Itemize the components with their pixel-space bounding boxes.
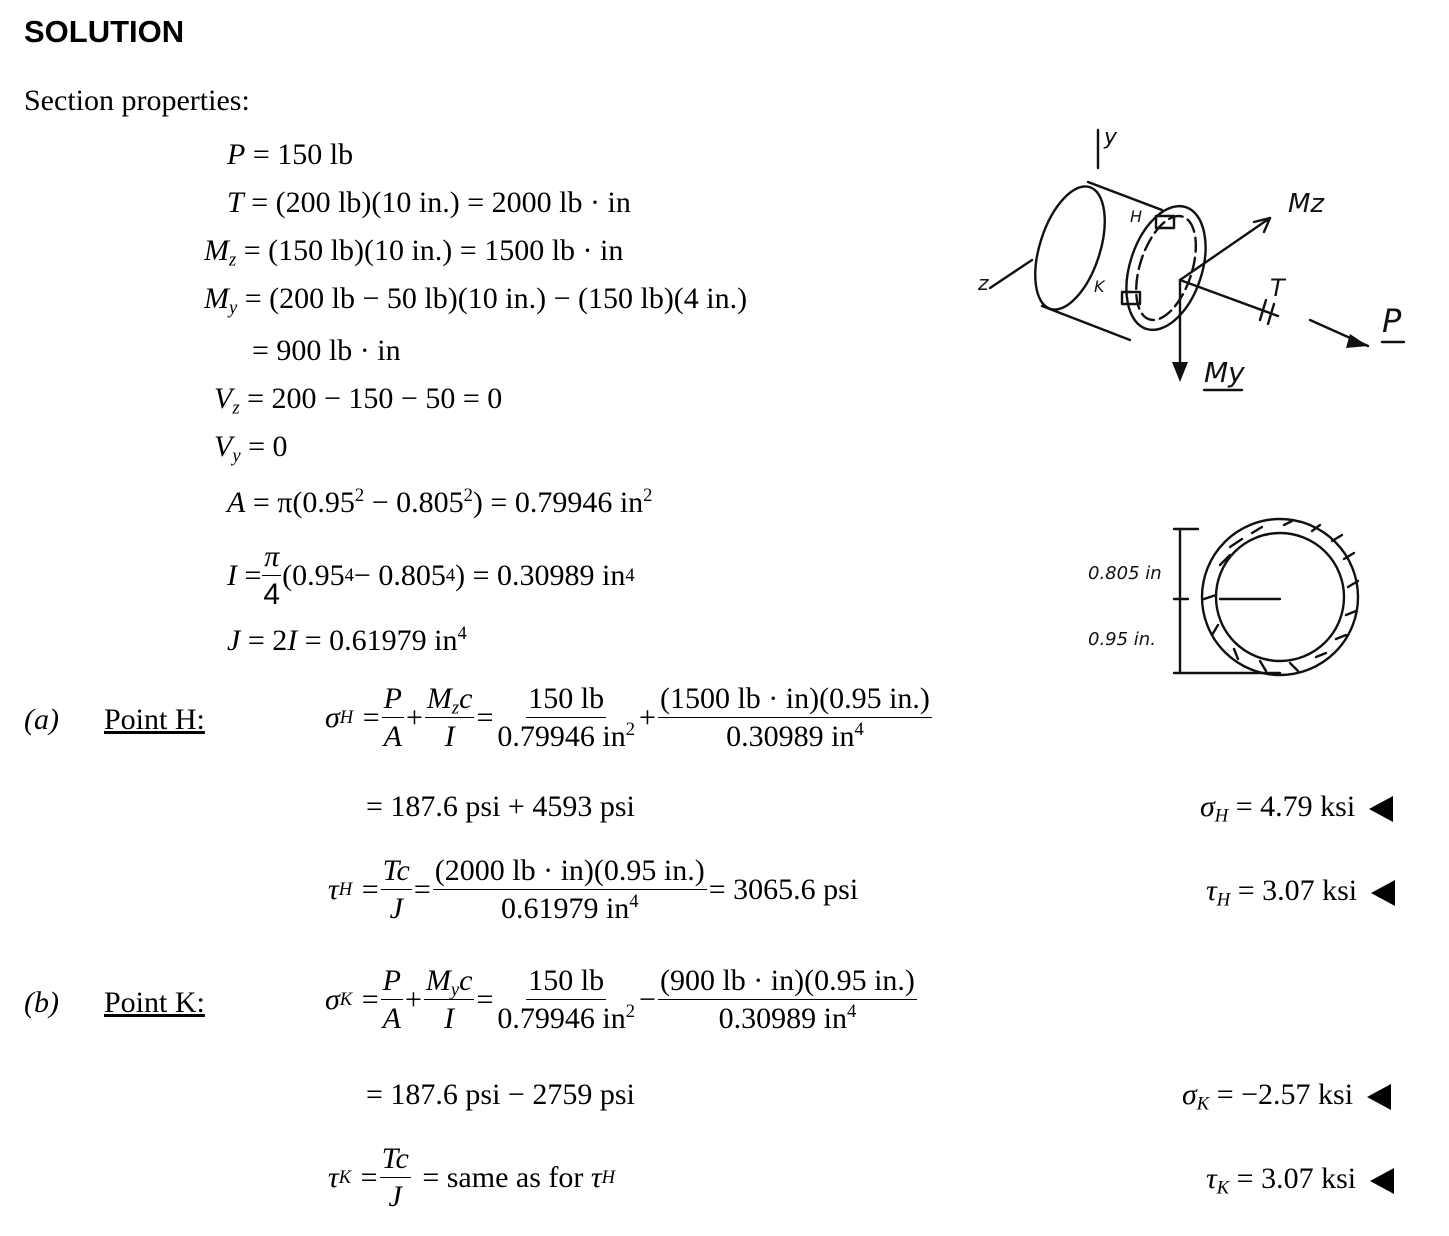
part-a-label: (a) bbox=[24, 703, 59, 736]
pi-over-4: $\frac{\pi}{4}$ bbox=[263, 540, 281, 611]
P-arrow-label: P bbox=[1382, 302, 1402, 340]
sigma-K-result: $\sigma_K = -2.57$ ksi bbox=[1182, 1080, 1391, 1110]
sigma-K-step: = 187.6 psi − 2759 psi bbox=[366, 1078, 635, 1111]
eq-tau-H: τ H = $\frac{Tc}{J}$ = $\frac{(2000 lb \cdot in)(0.95 in.)}{0.61979 in^4}$ = 3065.6 psi bbox=[328, 854, 859, 925]
answer-marker-icon bbox=[1369, 796, 1393, 822]
pipe-cross-section-sketch bbox=[1080, 525, 1380, 675]
eq-Mz: $M_z = (150$ lb)(10 in.) = 1500 lb · in bbox=[204, 234, 624, 271]
eq-T: T = (200 lb)(10 in.) = 2000 lb · in bbox=[227, 186, 631, 219]
sigma-H-result: $\sigma_H = 4.79$ ksi bbox=[1200, 792, 1393, 822]
eq-P: P = 150 lb bbox=[227, 138, 354, 171]
z-axis-label: z bbox=[978, 271, 989, 295]
eq-My-cont: = 900 lb · in bbox=[252, 334, 401, 367]
eq-Vy: $V_y = 0$ bbox=[214, 430, 288, 467]
T-arrow-label: T bbox=[1270, 274, 1285, 302]
pipe-loading-sketch bbox=[970, 120, 1430, 420]
My-arrow-label: My bbox=[1204, 356, 1245, 389]
Mz-arrow-label: Mz bbox=[1288, 189, 1325, 219]
answer-marker-icon bbox=[1367, 1084, 1391, 1110]
eq-A: $A = \pi(0.95^2 - 0.805^2) = 0.79946$ $in^2$ bbox=[227, 484, 653, 519]
eq-My: $M_y = (200$ lb − 50 lb)(10 in.) − (150 lb)(4 in.) bbox=[204, 282, 748, 319]
answer-marker-icon bbox=[1371, 880, 1395, 906]
part-b-label: (b) bbox=[24, 986, 59, 1019]
point-h-label: Point H: bbox=[104, 703, 205, 736]
point-k-label: Point K: bbox=[104, 986, 205, 1019]
inner-radius-dimension: 0.805 in bbox=[1088, 563, 1162, 584]
eq-tau-K: τ K = $\frac{Tc}{J}$ = same as for τ H bbox=[328, 1142, 616, 1213]
point-H-marker-label: H bbox=[1130, 207, 1143, 226]
y-axis-label: y bbox=[1104, 125, 1118, 150]
eq-Vz: $V_z = 200 - 150 - 50 = 0$ bbox=[214, 382, 503, 419]
tau-H-result: $\tau_H = 3.07$ ksi bbox=[1206, 876, 1395, 906]
section-properties-label: Section properties: bbox=[24, 84, 250, 117]
sigma-H-step: = 187.6 psi + 4593 psi bbox=[366, 790, 635, 823]
eq-sigma-K: σ K = $\frac{P}{A}$ + $\frac{M_yc}{I}$ = $\frac{150 lb}{0.79946 in^2}$ − $\frac{(900 lb \cdot in)(0.95 in.)}{0.30989 in^4}$ bbox=[325, 964, 915, 1035]
eq-J: J = 2I = 0.61979 $in^4$ bbox=[227, 622, 467, 657]
eq-sigma-H: σ H = $\frac{P}{A}$ + $\frac{M_zc}{I}$ = $\frac{150 lb}{0.79946 in^2}$ + $\frac{(1500 lb \cdot in)(0.95 in.)}{0.30989 in^4}$ bbox=[325, 682, 930, 753]
point-K-marker-label: K bbox=[1094, 277, 1105, 296]
tau-K-result: $\tau_K = 3.07$ ksi bbox=[1206, 1164, 1394, 1194]
eq-I: I = $\frac{\pi}{4}$ (0.95 4 − 0.805 4 ) = 0.30989 in 4 bbox=[227, 540, 635, 611]
answer-marker-icon bbox=[1370, 1168, 1394, 1194]
outer-radius-dimension: 0.95 in. bbox=[1088, 629, 1156, 650]
solution-heading: SOLUTION bbox=[24, 14, 185, 49]
